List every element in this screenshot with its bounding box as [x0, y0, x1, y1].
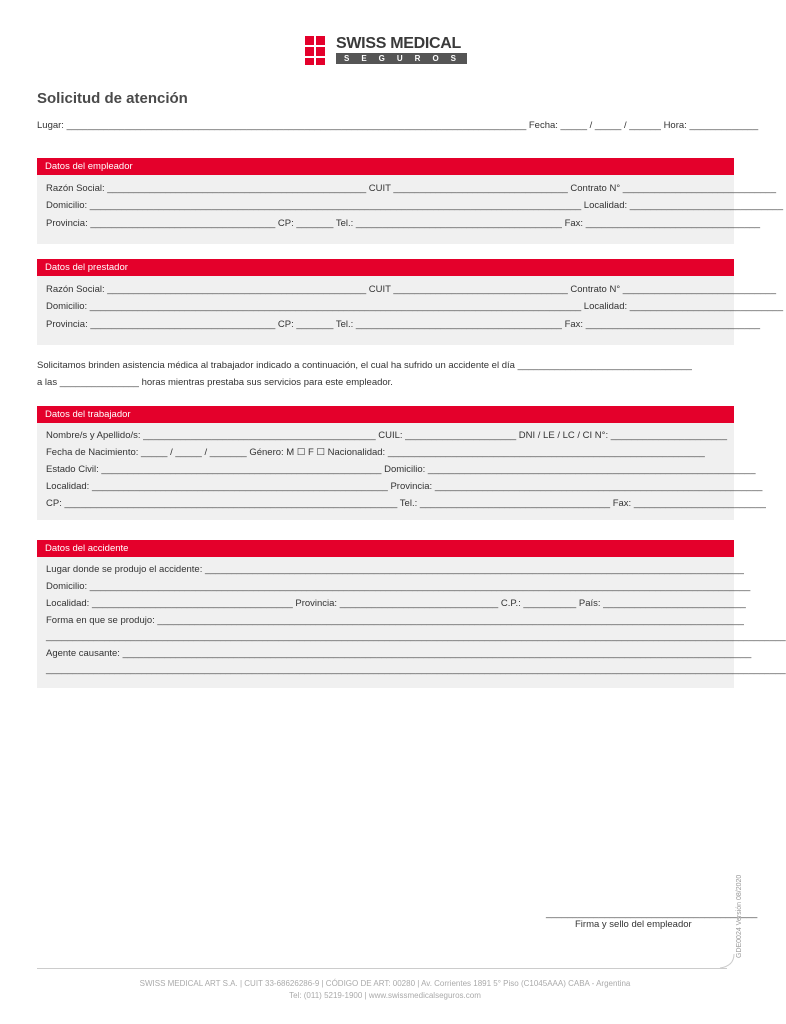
place-date-time-field[interactable]: Lugar: _______________________________________________________________________________________ Fecha: _____ / _____ / ______ Hora: _____________ — [37, 120, 759, 131]
logo-square — [305, 36, 314, 45]
signature-line[interactable]: ________________________________________ — [546, 908, 758, 919]
footer-contact-info: Tel: (011) 5219-1900 | www.swissmedicalseguros.com — [289, 991, 481, 1000]
provider-section — [37, 259, 783, 345]
worker-row-2[interactable]: Fecha de Nacimiento: _____ / _____ / _______ Género: M ☐ F ☐ Nacionalidad: ____________________________________________________________ — [46, 447, 705, 458]
logo-brand: SWISS MEDICAL — [336, 35, 461, 52]
worker-row-1[interactable]: Nombre/s y Apellido/s: ____________________________________________ CUIL: _____________________ DNI / LE / LC / CI N°: ______________________ — [46, 430, 727, 441]
signature-label: Firma y sello del empleador — [575, 919, 692, 930]
worker-row-3[interactable]: Estado Civil: _____________________________________________________ Domicilio: ______________________________________________________________ — [46, 464, 756, 475]
page-title: Solicitud de atención — [37, 90, 188, 107]
accident-row-1[interactable]: Lugar donde se produjo el accidente: ______________________________________________________________________________________________________ — [46, 564, 744, 575]
accident-row-3[interactable]: Localidad: ______________________________________ Provincia: ______________________________ C.P.: __________ País: ___________________________ — [46, 598, 746, 609]
provider-row-2[interactable]: Domicilio: _____________________________________________________________________________________________ Localidad: _____________________________ — [46, 301, 783, 312]
logo-square — [305, 58, 314, 65]
section-header: Datos del accidente — [37, 540, 734, 557]
section-header: Datos del prestador — [37, 259, 734, 276]
accident-section — [37, 540, 786, 688]
swiss-medical-logo — [305, 36, 467, 66]
employer-row-2[interactable]: Domicilio: _____________________________________________________________________________________________ Localidad: _____________________________ — [46, 200, 783, 211]
accident-row-6[interactable]: Agente causante: _______________________________________________________________________________________________________________________ — [46, 648, 752, 659]
footer-divider — [37, 968, 727, 969]
worker-section — [37, 406, 766, 520]
logo-square — [316, 36, 325, 45]
worker-row-4[interactable]: Localidad: ________________________________________________________ Provincia: ______________________________________________________________ — [46, 481, 763, 492]
accident-row-2[interactable]: Domicilio: _____________________________________________________________________________________________________________________________ — [46, 581, 751, 592]
form-code: GDE0024 Versión 08/2020 — [736, 874, 743, 958]
employer-row-1[interactable]: Razón Social: _________________________________________________ CUIT _________________________________ Contrato N° _____________________________ — [46, 183, 777, 194]
accident-row-5[interactable]: ____________________________________________________________________________________________________________________________________________ — [46, 631, 786, 642]
logo-square — [316, 58, 325, 65]
request-paragraph-line-1[interactable]: Solicitamos brinden asistencia médica al trabajador indicado a continuación, el cual ha sufrido un accidente el día _________________________________ — [37, 360, 692, 371]
employer-row-3[interactable]: Provincia: ___________________________________ CP: _______ Tel.: _______________________________________ Fax: _________________________________ — [46, 218, 761, 229]
logo-sub: SEGUROS — [336, 53, 467, 64]
request-paragraph-line-2[interactable]: a las _______________ horas mientras prestaba sus servicios para este empleador. — [37, 377, 393, 388]
provider-row-1[interactable]: Razón Social: _________________________________________________ CUIT _________________________________ Contrato N° _____________________________ — [46, 284, 777, 295]
section-header: Datos del trabajador — [37, 406, 734, 423]
footer-company-info: SWISS MEDICAL ART S.A. | CUIT 33-68626286-9 | CÓDIGO DE ART: 00280 | Av. Corrientes 1891 5° Piso (C1045AAA) CABA - Argentina — [139, 979, 631, 988]
footer-curve-icon — [720, 954, 736, 970]
employer-section — [37, 158, 783, 244]
logo-square — [316, 47, 325, 56]
accident-row-4[interactable]: Forma en que se produjo: _______________________________________________________________________________________________________________ — [46, 615, 744, 626]
logo-square — [305, 47, 314, 56]
worker-row-5[interactable]: CP: _______________________________________________________________ Tel.: ____________________________________ Fax: _________________________ — [46, 498, 766, 509]
section-header: Datos del empleador — [37, 158, 734, 175]
provider-row-3[interactable]: Provincia: ___________________________________ CP: _______ Tel.: _______________________________________ Fax: _________________________________ — [46, 319, 761, 330]
accident-row-7[interactable]: ____________________________________________________________________________________________________________________________________________ — [46, 664, 786, 675]
